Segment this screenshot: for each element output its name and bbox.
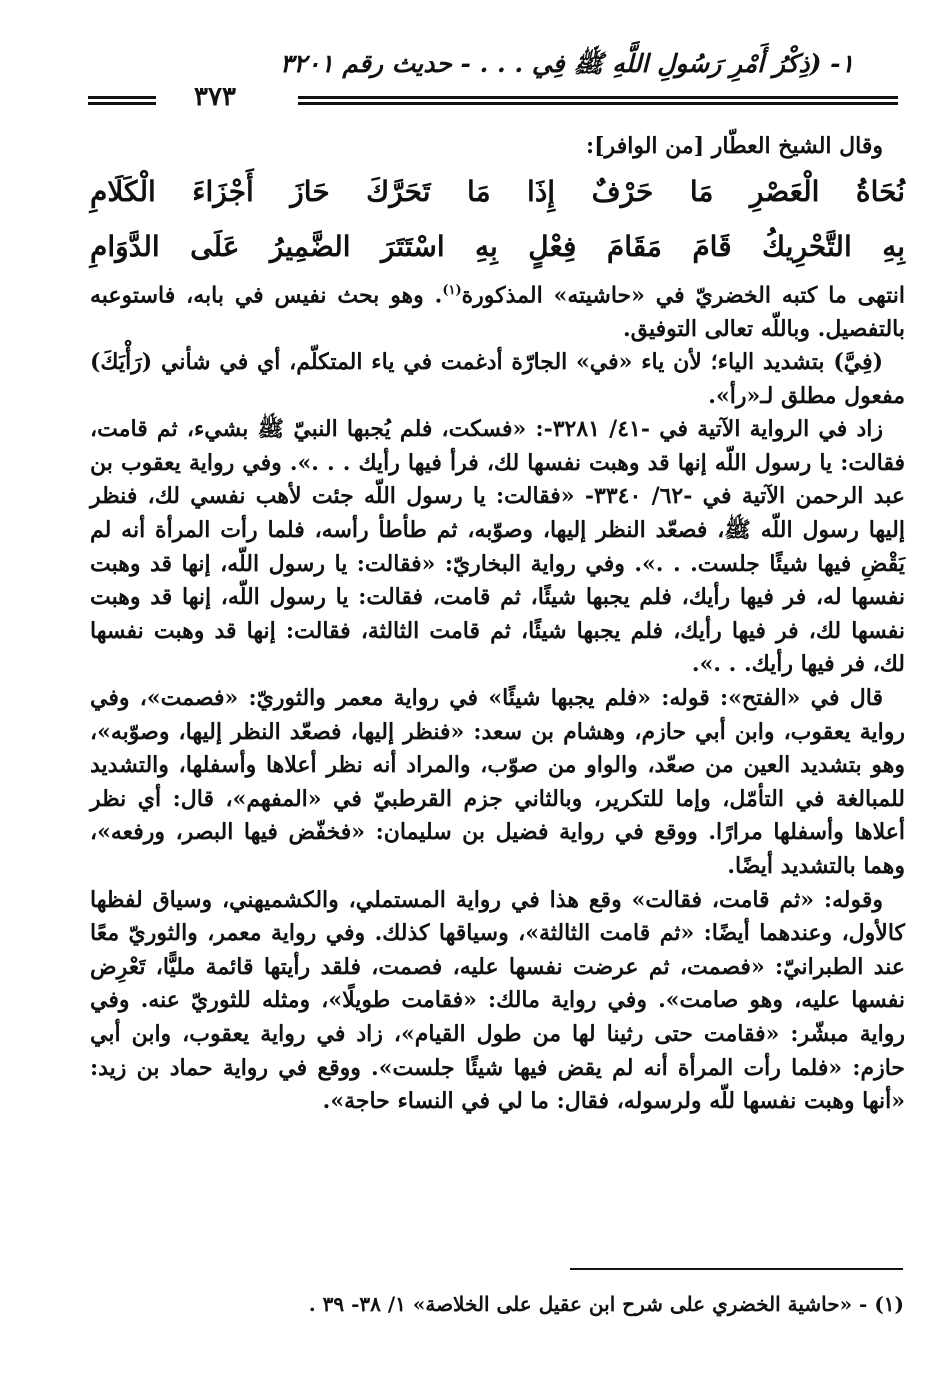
running-header-title: ١- (ذِكْرُ أَمْرِ رَسُولِ اللَّهِ ﷺ فِي . . . - حديث رقم ٣٢٠١ <box>279 49 854 78</box>
footnote: (١) - «حاشية الخضري على شرح ابن عقيل على الخلاصة» ١/ ٣٨- ٣٩ . <box>308 1292 904 1316</box>
paragraph-text: . وهو بحث نفيس في بابه، فاستوعبه بالتفصيل. وباللّه تعالى التوفيق. <box>90 281 905 342</box>
header-rule <box>298 96 898 99</box>
paragraph-text: انتهى ما كتبه الخضريّ في «حاشيته» المذكورة <box>461 281 905 308</box>
main-text <box>90 130 905 1119</box>
intro-line: وقال الشيخ العطّار [من الوافر]: <box>586 133 883 159</box>
paragraph: (فِيَّ) بتشديد الياء؛ لأن ياء «في» الجارّة أدغمت في ياء المتكلّم، أي في شأني (رَأْيَكَ) مفعول مطلق لـ«رأ». <box>90 349 905 409</box>
paragraph <box>90 274 905 347</box>
header-rule <box>88 96 156 99</box>
paragraph: وقوله: «ثم قامت، فقالت» وقع هذا في رواية المستملي، والكشميهني، وسياق لفظها كالأول، وعندهما أيضًا: «ثم قامت الثالثة»، وسياقها كذلك. وفي رواية معمر، والثوريّ معًا عند الطبرانيّ: «فصمت، ثم عرضت نفسها عليه، فصمت، فلقد رأيتها قائمة مليًّا، تَعْرِض نفسها عليه، وهو صامت». وفي رواية مالك: «فقامت طويلًا»، ومثله للثوريّ عنه. وفي رواية مبشّر: «فقامت حتى رثينا لها من طول القيام»، زاد في رواية يعقوب، وابن أبي حازم: «فلما رأت المرأة أنه لم يقض فيها شيئًا جلست». ووقع في رواية حماد بن زيد: «أنها وهبت نفسها للّه ولرسوله، فقال: ما لي في النساء حاجة». <box>90 886 905 1115</box>
header-rule <box>298 102 898 105</box>
poem-verse-2: بِهِ التَّحْرِيكُ قَامَ مَقَامَ فِعْلٍ بِهِ اسْتَتَرَ الضَّمِيرُ عَلَى الدَّوَامِ <box>90 229 905 263</box>
footnote-separator <box>570 1268 903 1270</box>
header-rule <box>88 102 156 105</box>
paragraph: قال في «الفتح»: قوله: «فلم يجبها شيئًا» في رواية معمر والثوريّ: «فصمت»، وفي رواية يعقوب، وابن أبي حازم، وهشام بن سعد: «فنظر إليها، فصعّد النظر إليها، وصوّبه»، وهو بتشديد العين من صعّد، والواو من صوّب، والمراد أنه نظر أعلاها وأسفلها، والتشديد للمبالغة في التأمّل، وإما للتكرير، وبالثاني جزم القرطبيّ في «المفهم»، قال: أي نظر أعلاها وأسفلها مرارًا. ووقع في رواية فضيل بن سليمان: «فخفّض فيها البصر، ورفعه»، وهما بالتشديد أيضًا. <box>90 685 905 880</box>
page-number: ٣٧٣ <box>194 82 236 112</box>
footnote-marker[interactable]: (١) <box>442 282 462 298</box>
poem-verse-1: نُحَاةُ الْعَصْرِ مَا حَرْفٌ إِذَا مَا تَحَرَّكَ حَازَ أَجْزَاءَ الْكَلَامِ <box>90 174 905 208</box>
paragraph: زاد في الرواية الآتية في -٤١/ ٣٢٨١-: «فسكت، فلم يُجبها النبيّ ﷺ بشيء، ثم قامت، فقالت: يا رسول اللّه إنها قد وهبت نفسها لك، فرأ فيها رأيك . . .». وفي رواية يعقوب بن عبد الرحمن الآتية في -٦٢/ ٣٣٤٠- «فقالت: يا رسول اللّه جئت لأهب نفسي لك، فنظر إليها رسول اللّه ﷺ، فصعّد النظر إليها، وصوّبه، ثم طأطأ رأسه، فلما رأت المرأة أنه لم يَقْضِ فيها شيئًا جلست. . .». وفي رواية البخاريّ: «فقالت: يا رسول اللّه، إنها قد وهبت نفسها له، فر فيها رأيك، فلم يجبها شيئًا، ثم قامت، فقالت: يا رسول اللّه، إنها قد وهبت نفسها لك، فر فيها رأيك، فلم يجبها شيئًا، ثم قامت الثالثة، فقالت: إنها قد وهبت نفسها لك، فر فيها رأيك. . .». <box>90 416 905 678</box>
